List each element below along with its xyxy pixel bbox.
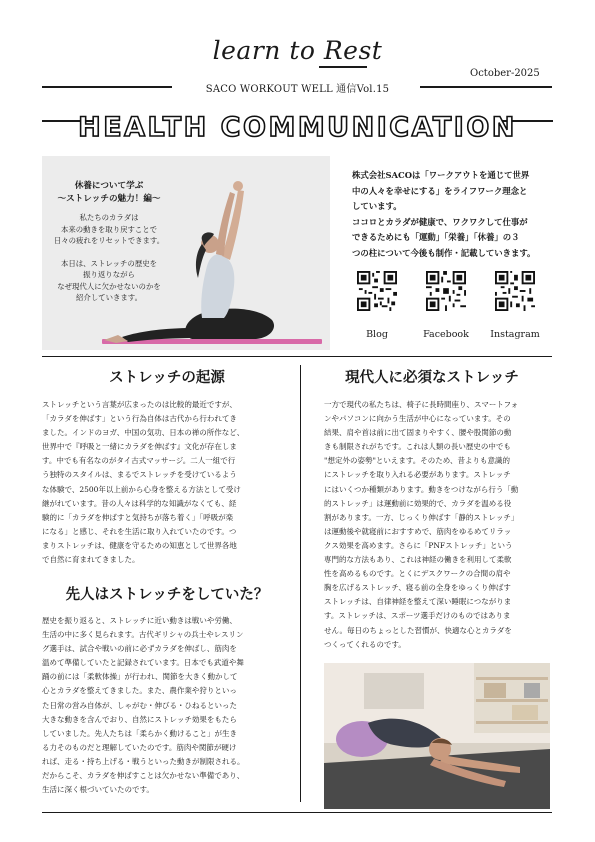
section-body-modern xyxy=(324,398,550,652)
hero-note-1: 本日は、ストレッチの歴史を xyxy=(60,258,157,268)
text-line: だからこそ、カラダを伸ばすことは欠かせない準備であり、 xyxy=(42,771,245,781)
text-line: は運動後や就寝前におすすめで、筋肉をゆるめてリラッ xyxy=(324,526,512,536)
footer-rule xyxy=(42,812,552,813)
text-line: う独特のスタイルは、まるでストレッチを受けているよう xyxy=(42,470,237,480)
qr-code-icon[interactable] xyxy=(495,271,535,311)
text-line: 継がれています。昔の人々は科学的な知識がなくても、経 xyxy=(42,498,237,508)
text-line: 心とカラダを整えてきました。また、農作業や狩りといっ xyxy=(42,686,237,696)
intro-line: ココロとカラダが健康で、ワクワクして仕事が xyxy=(352,216,528,227)
text-line: る力そのものだと理解していたのです。筋肉や関節が硬け xyxy=(42,742,237,752)
issue-date: October-2025 xyxy=(470,68,540,79)
text-line: グ選手は、試合や戦いの前に必ずカラダを伸ばし、筋肉を xyxy=(42,644,237,654)
text-line: 世界中で『呼吸と一緒にカラダを伸ばす』文化が存在しま xyxy=(42,442,237,452)
hero-lead-2: 本来の動きを取り戻すことで xyxy=(60,224,158,234)
section-title-ancestors: 先人はストレッチをしていた？ xyxy=(65,586,269,603)
text-line: で自然に育まれてきました。 xyxy=(42,555,140,565)
text-line: "想定外の姿勢"といえます。そのため、昔よりも意識的 xyxy=(324,456,510,466)
text-line: ンやパソコンに向かう生活が中心になっています。その xyxy=(324,414,511,424)
section-divider xyxy=(42,356,552,357)
intro-line: しています。 xyxy=(352,201,402,212)
text-line: 温めて準備していたと記録されています。日本でも武道や舞 xyxy=(42,658,244,668)
text-line: 結果、肩や首は前に出て固まりやすく、腰や股関節の動 xyxy=(324,428,512,438)
text-line: まりストレッチは、健康を守るための知恵として世界各地 xyxy=(42,540,237,550)
intro-line: つの柱について今後も制作・記載していきます。 xyxy=(352,247,536,258)
stretch-photo xyxy=(324,663,550,809)
text-line: 験的に「カラダを伸ばすと気持ちが落ち着く」「呼吸が楽 xyxy=(42,512,234,522)
company-intro xyxy=(352,168,552,262)
issue-label: SACO WORKOUT WELL 通信Vol.15 xyxy=(205,84,390,95)
text-line: 歴史を振り返ると、ストレッチに近い動きは戦いや労働、 xyxy=(42,616,237,625)
hero-lead-1: 私たちのカラダは xyxy=(79,213,139,222)
text-line: になる」と感じ、それを生活に取り入れていたのです。つ xyxy=(42,526,237,536)
brand-title: learn to Rest xyxy=(212,36,383,65)
text-line: 踊の前には「柔軟体操」が行われ、関節を大きく動かして xyxy=(42,672,238,682)
headline: HEALTH COMMUNICATION xyxy=(78,112,517,143)
text-line: にはいくつか種類があります。動きをつけながら行う「動 xyxy=(324,484,519,494)
hero-note-4: 紹介していきます。 xyxy=(76,293,142,302)
text-line: 胸を広げるストレッチ、寝る前の全身をゆっくり伸ばす xyxy=(324,583,511,593)
child-pose-illustration xyxy=(324,663,550,809)
qr-label-blog[interactable]: Blog xyxy=(366,329,388,340)
hero-note-3: なぜ現代人に欠かせないのかを xyxy=(57,281,161,291)
text-line: にストレッチを取り入れる必要があります。ストレッチ xyxy=(324,470,511,480)
brand-underline xyxy=(319,66,367,68)
text-line: た日常の営み自体が、しゃがむ・伸びる・ひねるといった xyxy=(42,700,237,710)
hero-title-2: ～ストレッチの魅力！編～ xyxy=(57,194,161,204)
text-line: な体験で、2500年以上前から心身を整える方法として受け xyxy=(42,484,241,494)
text-line: 専門的な方法もあり、これは神経の働きを利用して柔軟 xyxy=(324,555,512,565)
text-line: 生活に深く根づいていたのです。 xyxy=(42,785,154,795)
qr-label-facebook[interactable]: Facebook xyxy=(423,329,469,340)
hero-lead-3: 日々の疲れをリセットできます。 xyxy=(53,236,165,245)
text-line: れば、走る・持ち上げる・戦うといった動きが制限される。 xyxy=(42,756,245,766)
text-line: 割があります。一方、じっくり伸ばす「静的ストレッチ」 xyxy=(324,512,519,522)
text-line: 性を高めるものです。とくにデスクワークの合間の肩や xyxy=(324,569,511,579)
text-line: せん。毎日のちょっとした習慣が、快適な心とカラダを xyxy=(324,625,512,635)
qr-code-icon[interactable] xyxy=(357,271,397,311)
text-line: す。ストレッチは、スポーツ選手だけのものではありま xyxy=(324,611,511,621)
text-line: つくってくれるのです。 xyxy=(324,639,406,649)
intro-line: できるためにも「運動」「栄養」「休養」の３ xyxy=(352,232,520,243)
text-line: 生活の中に多く見られます。古代ギリシャの兵士やレスリン xyxy=(42,630,244,640)
hero-note-2: 振り返りながら xyxy=(83,270,135,279)
hero-text xyxy=(48,180,170,304)
text-line: していました。先人たちは「柔らかく動けること」が生き xyxy=(42,728,237,738)
text-line: ストレッチは、自律神経を整えて深い睡眠につながりま xyxy=(324,597,512,607)
text-line: クス効果を高めます。さらに「PNFストレッチ」という xyxy=(324,540,513,550)
qr-label-instagram[interactable]: Instagram xyxy=(490,329,540,340)
text-line: ストレッチという言葉が広まったのは比較的最近ですが、 xyxy=(42,400,237,409)
section-title-modern: 現代人に必須なストレッチ xyxy=(345,369,519,386)
intro-line: 中の人々を幸せにする」をライフワーク理念と xyxy=(352,185,528,196)
text-line: 的ストレッチ」は運動前に効果的で、カラダを温める役 xyxy=(324,498,512,508)
text-line: ました。インドのヨガ、中国の気功、日本の禅の所作など、 xyxy=(42,428,245,438)
section-body-ancestors xyxy=(42,614,292,797)
qr-code-icon[interactable] xyxy=(426,271,466,311)
hero-title-1: 休養について学ぶ xyxy=(74,181,144,191)
text-line: す。中でも有名なのがタイ古式マッサージ。二人一組で行 xyxy=(42,456,236,466)
text-line: 「カラダを伸ばす」という行為自体は古代から行われてき xyxy=(42,414,237,424)
text-line: きも制限されがちです。これは人類の長い歴史の中でも xyxy=(324,442,511,452)
column-divider xyxy=(300,365,301,802)
section-title-origin: ストレッチの起源 xyxy=(109,369,225,386)
text-line: 一方で現代の私たちは、椅子に長時間座り、スマートフォ xyxy=(324,400,519,409)
intro-line: 株式会社SACOは「ワークアウトを通じて世界 xyxy=(352,170,530,180)
section-body-origin xyxy=(42,398,292,567)
text-line: 大きな動きを含んでおり、自然にストレッチ効果をもたら xyxy=(42,714,237,724)
